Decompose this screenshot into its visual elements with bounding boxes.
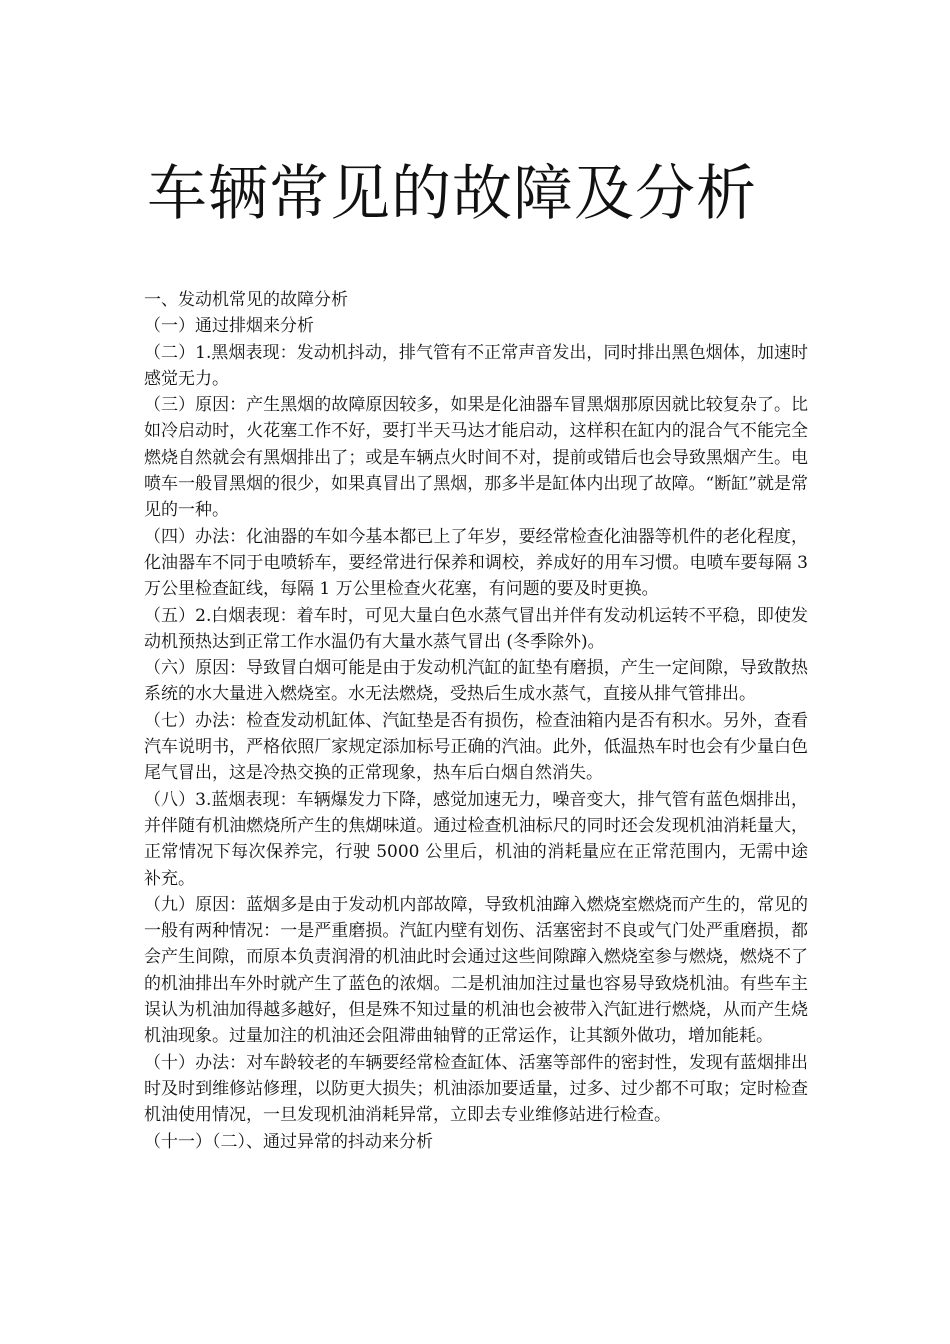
section-heading: 一、发动机常见的故障分析 (144, 290, 348, 310)
paragraph-white-smoke-solution: （七）办法：检查发动机缸体、汽缸垫是否有损伤，检查油箱内是否有积水。另外，查看汽车说明书，严格依照厂家规定添加标号正确的汽油。此外，低温热车时也会有少量白色尾气冒出，这是冷热交换的正常现象，热车后白烟自然消失。 (144, 710, 808, 784)
subsection-heading: （一）通过排烟来分析 (144, 316, 314, 337)
document-body (144, 287, 808, 1155)
document-title: 车辆常见的故障及分析 (147, 159, 757, 229)
paragraph-black-smoke-symptom: （二）1.黑烟表现：发动机抖动，排气管有不正常声音发出，同时排出黑色烟体，加速时感觉无力。 (144, 342, 808, 389)
paragraph-white-smoke-symptom: （五）2.白烟表现：着车时，可见大量白色水蒸气冒出并伴有发动机运转不平稳，即使发动机预热达到正常工作水温仍有大量水蒸气冒出 (冬季除外)。 (144, 605, 808, 652)
paragraph-blue-smoke-solution: （十）办法：对车龄较老的车辆要经常检查缸体、活塞等部件的密封性，发现有蓝烟排出时及时到维修站修理，以防更大损失；机油添加要适量，过多、过少都不可取；定时检查机油使用情况，一旦发现机油消耗异常，立即去专业维修站进行检查。 (144, 1052, 808, 1126)
paragraph-black-smoke-cause: （三）原因：产生黑烟的故障原因较多，如果是化油器车冒黑烟那原因就比较复杂了。比如冷启动时，火花塞工作不好，要打半天马达才能启动，这样积在缸内的混合气不能完全燃烧自然就会有黑烟排出了；或是车辆点火时间不对，提前或错后也会导致黑烟产生。电喷车一般冒黑烟的很少，如果真冒出了黑烟，那多半是缸体内出现了故障。“断缸”就是常见的一种。 (144, 395, 808, 521)
paragraph-black-smoke-solution: （四）办法：化油器的车如今基本都已上了年岁，要经常检查化油器等机件的老化程度，化油器车不同于电喷轿车，要经常进行保养和调校，养成好的用车习惯。电喷车要每隔 3 万公里检查缸线，每隔 1 万公里检查火花塞，有问题的要及时更换。 (144, 526, 808, 600)
paragraph-blue-smoke-cause: （九）原因：蓝烟多是由于发动机内部故障，导致机油蹿入燃烧室燃烧而产生的，常见的一般有两种情况：一是严重磨损。汽缸内壁有划伤、活塞密封不良或气门处严重磨损，都会产生间隙，而原本负责润滑的机油此时会通过这些间隙蹿入燃烧室参与燃烧，燃烧不了的机油排出车外时就产生了蓝色的浓烟。二是机油加注过量也容易导致烧机油。有些车主误认为机油加得越多越好，但是殊不知过量的机油也会被带入汽缸进行燃烧，从而产生烧机油现象。过量加注的机油还会阻滞曲轴臂的正常运作，让其额外做功，增加能耗。 (144, 894, 808, 1047)
subsection-heading-vibration: （十一）（二）、通过异常的抖动来分析 (144, 1131, 433, 1152)
paragraph-white-smoke-cause: （六）原因：导致冒白烟可能是由于发动机汽缸的缸垫有磨损，产生一定间隙，导致散热系统的水大量进入燃烧室。水无法燃烧，受热后生成水蒸气，直接从排气管排出。 (144, 658, 808, 705)
paragraph-blue-smoke-symptom: （八）3.蓝烟表现：车辆爆发力下降，感觉加速无力，噪音变大，排气管有蓝色烟排出，并伴随有机油燃烧所产生的焦煳味道。通过检查机油标尺的同时还会发现机油消耗量大，正常情况下每次保养完，行驶 5000 公里后，机油的消耗量应在正常范围内，无需中途补充。 (144, 789, 808, 889)
